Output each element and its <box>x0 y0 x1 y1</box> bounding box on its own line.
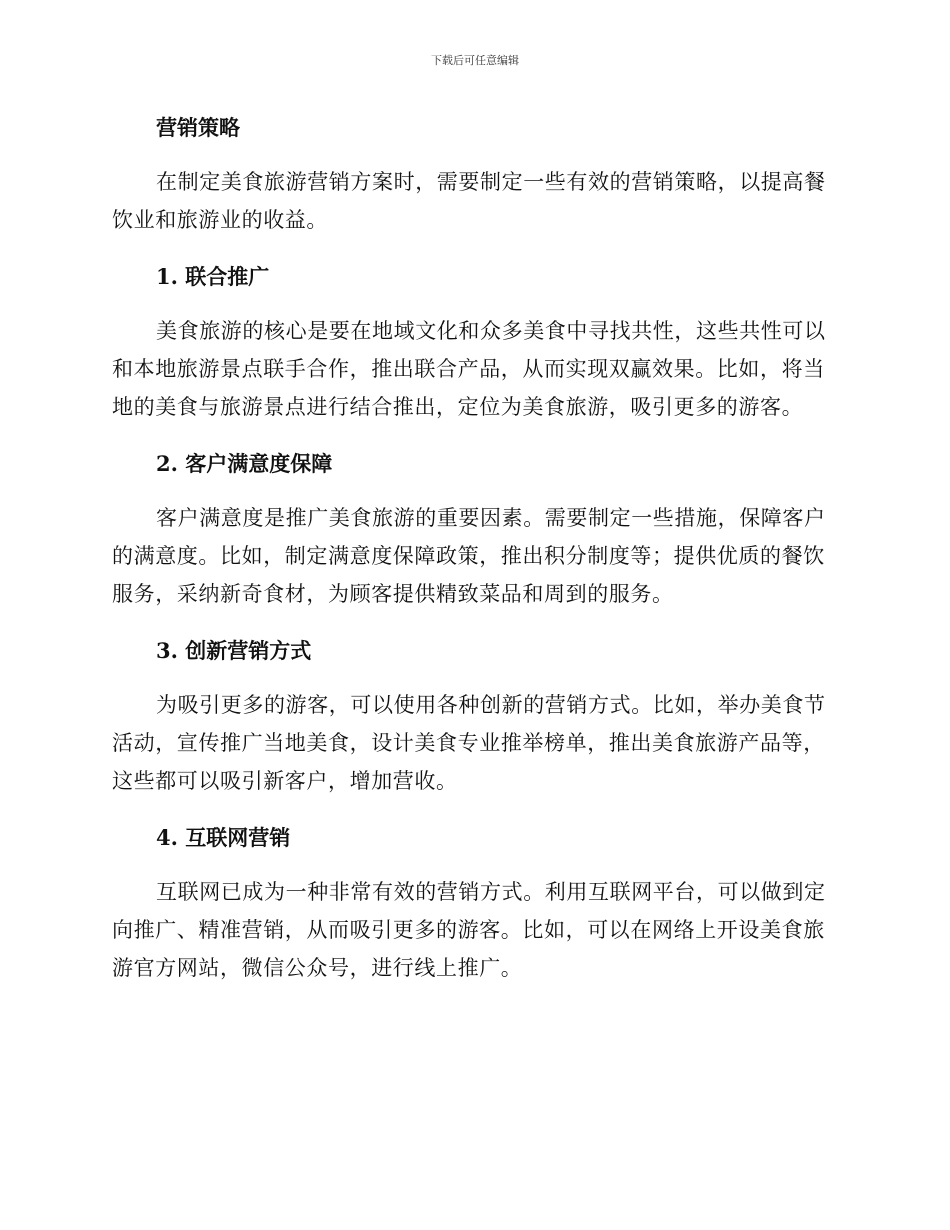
section-body-joint-promotion: 美食旅游的核心是要在地域文化和众多美食中寻找共性，这些共性可以和本地旅游景点联手合作，推出联合产品，从而实现双赢效果。比如，将当地的美食与旅游景点进行结合推出，定位为美食旅游，吸引更多的游客。 <box>112 319 826 419</box>
page-header: 下载后可任意编辑 <box>431 54 519 67</box>
section-body-innovative-marketing: 为吸引更多的游客，可以使用各种创新的营销方式。比如，举办美食节活动，宣传推广当地美食，设计美食专业推举榜单，推出美食旅游产品等，这些都可以吸引新客户，增加营收。 <box>112 693 826 793</box>
section-body-internet-marketing: 互联网已成为一种非常有效的营销方式。利用互联网平台，可以做到定向推广、精准营销，从而吸引更多的游客。比如，可以在网络上开设美食旅游官方网站，微信公众号，进行线上推广。 <box>112 880 826 980</box>
intro-paragraph: 在制定美食旅游营销方案时，需要制定一些有效的营销策略，以提高餐饮业和旅游业的收益。 <box>112 170 826 232</box>
section-heading-customer-satisfaction: 2. 客户满意度保障 <box>156 451 333 476</box>
section-heading-internet-marketing: 4. 互联网营销 <box>156 825 291 850</box>
section-heading-innovative-marketing: 3. 创新营销方式 <box>156 638 312 663</box>
section-body-customer-satisfaction: 客户满意度是推广美食旅游的重要因素。需要制定一些措施，保障客户的满意度。比如，制定满意度保障政策，推出积分制度等；提供优质的餐饮服务，采纳新奇食材，为顾客提供精致菜品和周到的服务。 <box>112 506 826 606</box>
section-title: 营销策略 <box>156 115 240 140</box>
document-body <box>112 112 832 987</box>
section-heading-joint-promotion: 1. 联合推广 <box>156 264 270 289</box>
